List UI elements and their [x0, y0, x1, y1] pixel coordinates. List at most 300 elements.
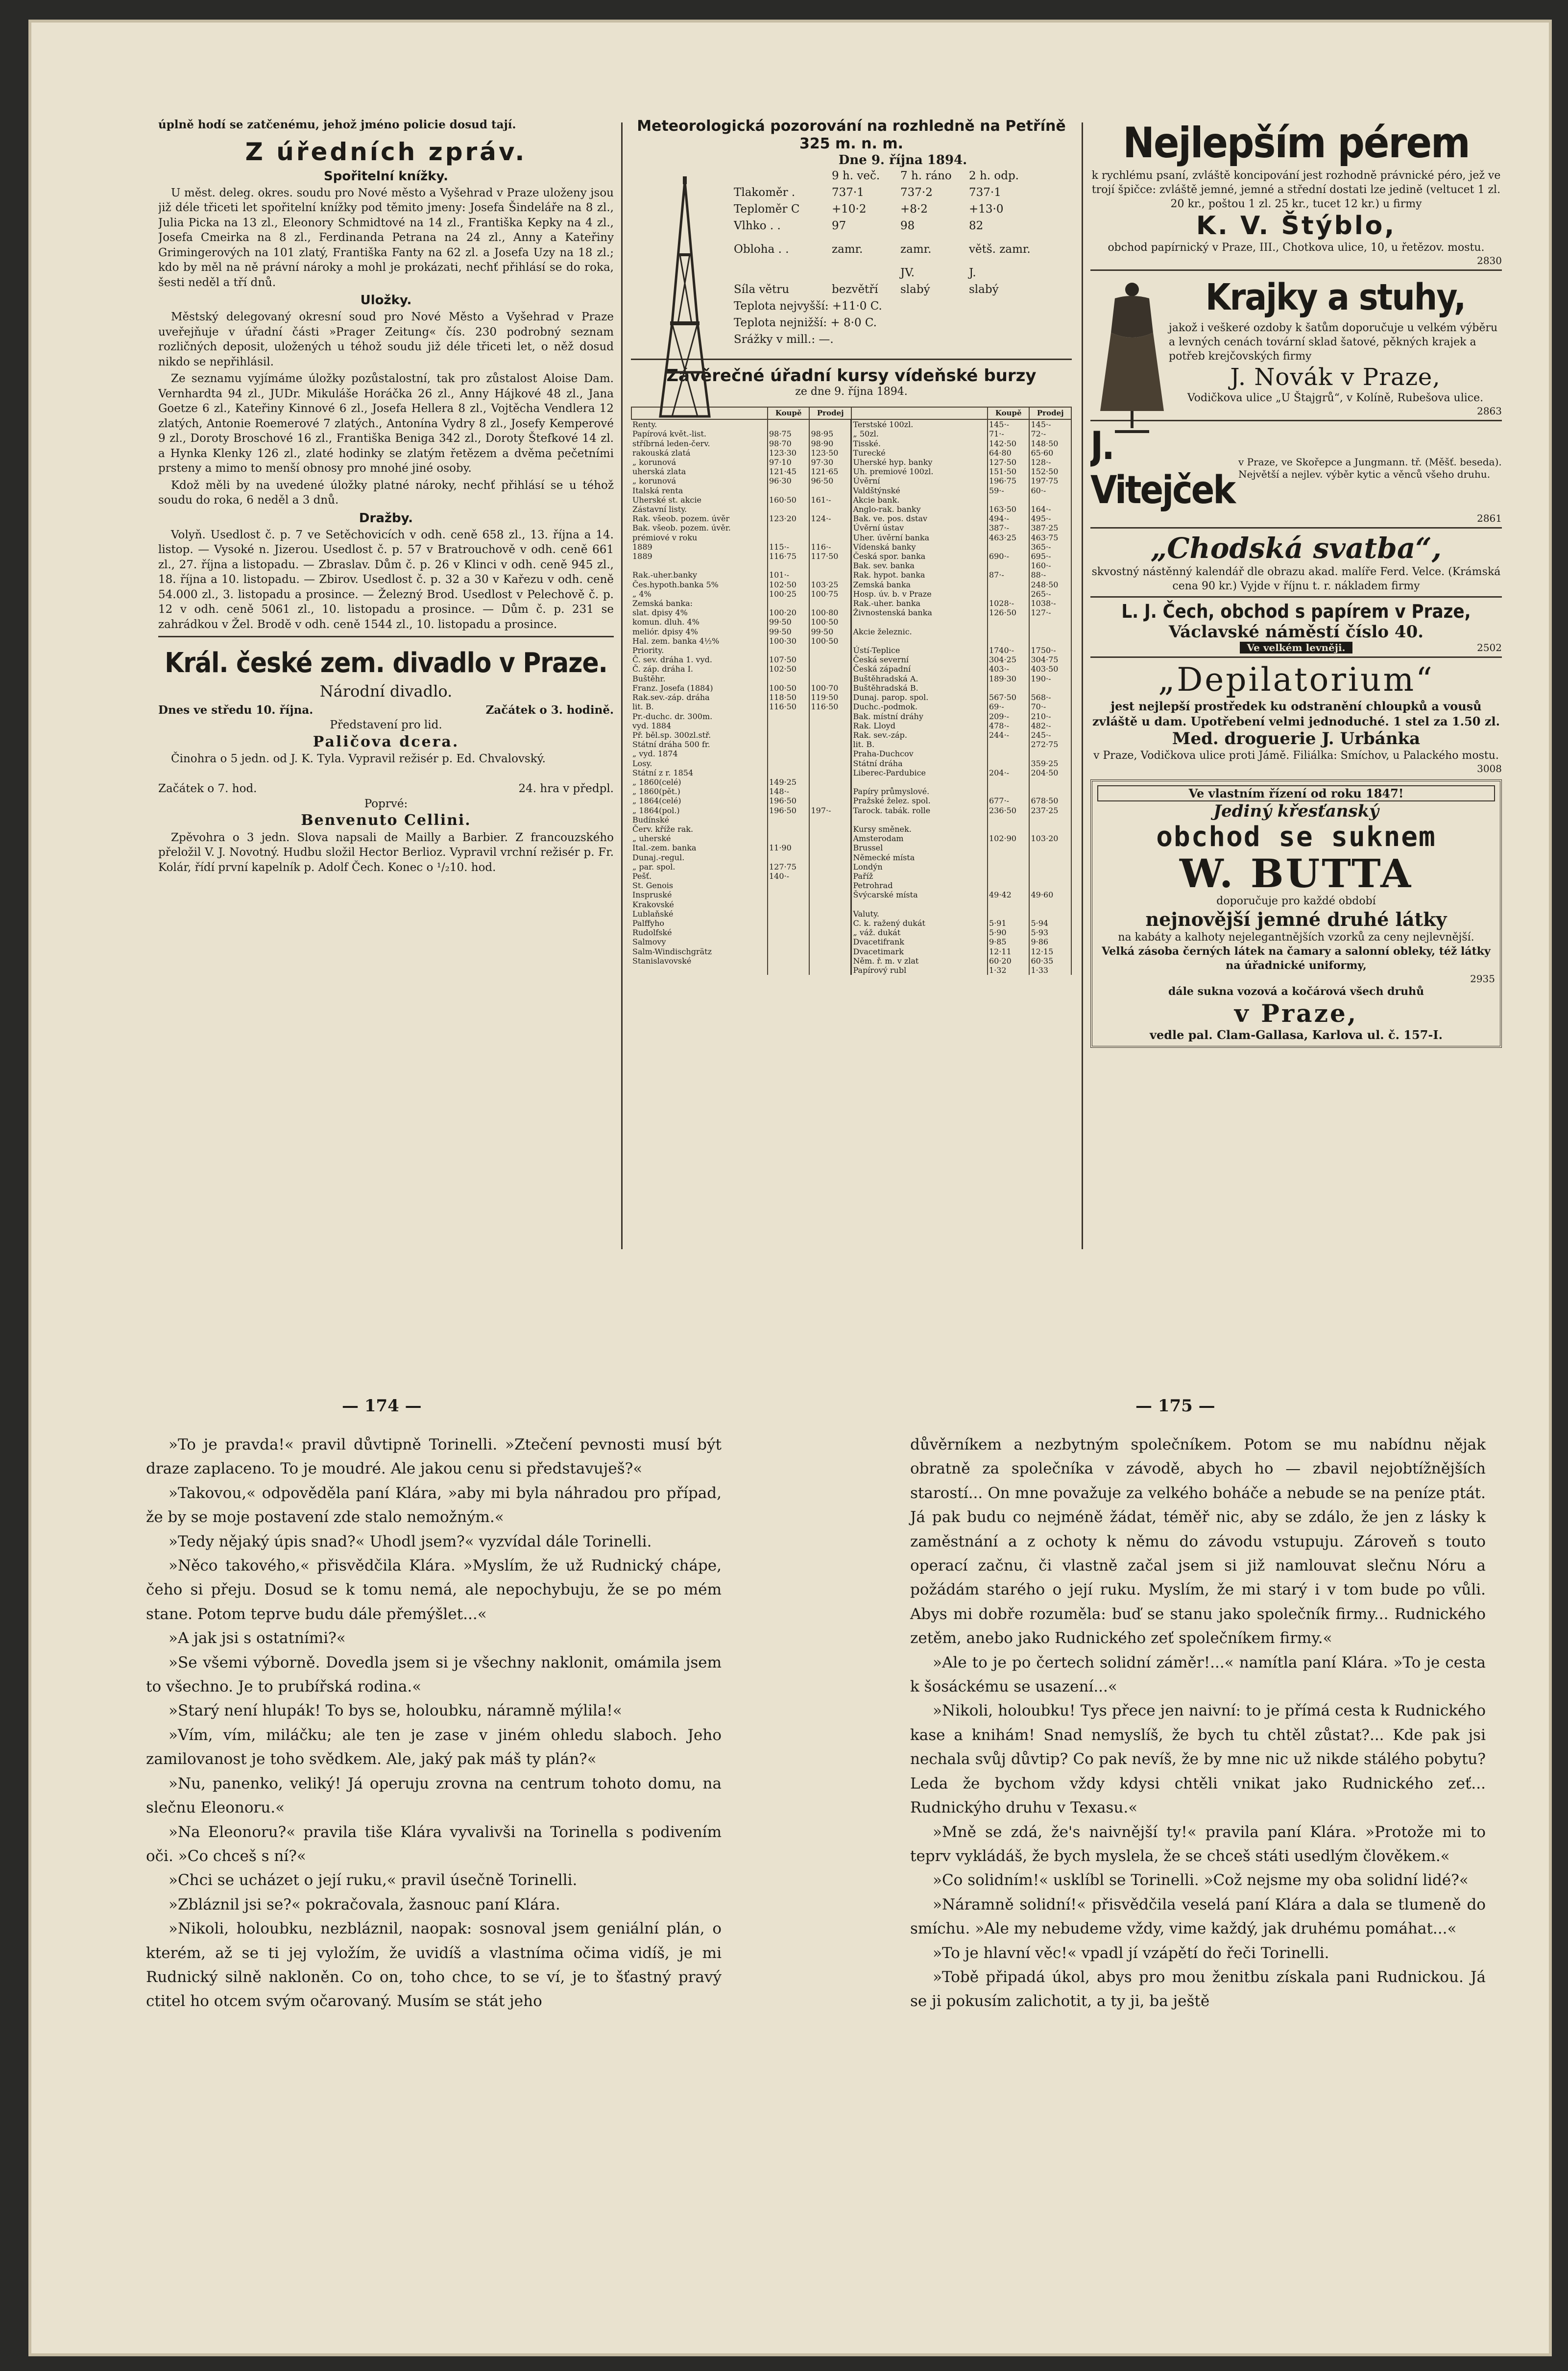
- exchange-cell: 124·-: [809, 514, 851, 523]
- meteo-cell: +13·0: [969, 203, 1004, 216]
- exchange-cell: [809, 815, 851, 824]
- exchange-cell: 244·-: [988, 730, 1030, 740]
- exchange-cell: [1029, 617, 1071, 627]
- ad2-address: Vodičkova ulice „U Štajgrů“, v Kolíně, Rubešova ulice.: [1187, 392, 1484, 404]
- exchange-row: [631, 514, 1071, 523]
- exchange-cell: [768, 768, 810, 777]
- exchange-cell: [809, 523, 851, 532]
- exchange-cell: 272·75: [1029, 740, 1071, 749]
- exchange-cell: 97·10: [768, 458, 810, 467]
- meteo-cell: 737·2: [900, 186, 933, 199]
- meteo-cell: 737·1: [969, 186, 1001, 199]
- exchange-cell: Akcie bank.: [851, 495, 988, 505]
- meteo-cell: zamr.: [832, 243, 863, 256]
- ad1-title: Nejlepším pérem: [1123, 119, 1470, 168]
- middle-market-column: [631, 118, 1072, 1274]
- exchange-row: [631, 664, 1071, 674]
- story-paragraph: »Náramně solidní!« přisvědčila veselá paní Klára a dala se tlumeně do smíchu. »Ale my nebudeme vždy, vime každý, jak druhému pomáhat...«: [910, 1895, 1486, 1938]
- exchange-cell: [809, 796, 851, 805]
- exchange-cell: 204·-: [988, 768, 1030, 777]
- exchange-cell: 209·-: [988, 712, 1030, 721]
- exchange-cell: 100·20: [768, 608, 810, 617]
- meteo-row-label: Vlhko . .: [734, 219, 781, 232]
- ad7-text5: dále sukna vozová a kočárová všech druhů: [1168, 985, 1424, 998]
- exchange-cell: 87·-: [988, 570, 1030, 580]
- exchange-cell: 121·45: [768, 467, 810, 476]
- exchange-cell: 100·50: [768, 683, 810, 693]
- exchange-row: [631, 458, 1071, 467]
- exchange-cell: „ 1864(celé): [631, 796, 768, 805]
- exchange-cell: [1029, 824, 1071, 834]
- exchange-cell: 123·20: [768, 514, 810, 523]
- exchange-row: [631, 815, 1071, 824]
- exchange-row: [631, 806, 1071, 815]
- exchange-cell: 100·25: [768, 589, 810, 599]
- exchange-cell: 100·75: [809, 589, 851, 599]
- ad2-number: 2863: [1477, 405, 1502, 417]
- exchange-cell: Kursy směnek.: [851, 824, 988, 834]
- exchange-cell: Česká západní: [851, 664, 988, 674]
- exchange-row: [631, 570, 1071, 580]
- exchange-cell: Bak. ve. pos. dstav: [851, 514, 988, 523]
- exchange-cell: 119·50: [809, 693, 851, 702]
- dress-form-illustration: [1095, 279, 1169, 435]
- exchange-cell: [768, 419, 810, 429]
- exchange-cell: Zemská banka: [851, 580, 988, 589]
- exchange-cell: [768, 533, 810, 542]
- exchange-cell: 204·50: [1029, 768, 1071, 777]
- exchange-cell: 161·-: [809, 495, 851, 505]
- exchange-cell: „ uherské: [631, 834, 768, 843]
- exchange-cell: [809, 749, 851, 758]
- exchange-cell: 59·-: [988, 486, 1030, 495]
- exchange-date: ze dne 9. října 1894.: [795, 386, 908, 398]
- exchange-cell: [1029, 909, 1071, 919]
- col-header: Koupě: [768, 407, 810, 419]
- exchange-cell: 1·32: [988, 966, 1030, 975]
- exchange-cell: Uher. úvěrní banka: [851, 533, 988, 542]
- exchange-row: [631, 956, 1071, 966]
- exchange-cell: 1750·-: [1029, 646, 1071, 655]
- ad5-number: 2502: [1477, 642, 1502, 653]
- exchange-row: [631, 542, 1071, 552]
- exchange-cell: 100·80: [809, 608, 851, 617]
- ad2-title: Krajky a stuhy,: [1205, 276, 1466, 318]
- exchange-row: [631, 730, 1071, 740]
- story-paragraph: »Starý není hlupák! To bys se, holoubku, náramně mýlila!«: [169, 1702, 622, 1720]
- exchange-row: [631, 740, 1071, 749]
- meteo-row-label: Teploměr C: [734, 203, 800, 216]
- exchange-cell: 60·-: [1029, 486, 1071, 495]
- exchange-cell: 145·-: [988, 419, 1030, 429]
- story-paragraph: »A jak jsi s ostatními?«: [169, 1629, 346, 1647]
- exchange-cell: [809, 768, 851, 777]
- exchange-cell: vyd. 1884: [631, 721, 768, 730]
- exchange-cell: [988, 853, 1030, 862]
- exchange-cell: Losy.: [631, 759, 768, 768]
- story-left-page: [146, 1433, 722, 2014]
- exchange-cell: [809, 900, 851, 909]
- ad1-address: obchod papírnický v Praze, III., Chotkova ulice, 10, u řetězov. mostu.: [1108, 242, 1485, 254]
- exchange-cell: 210·-: [1029, 712, 1071, 721]
- exchange-cell: 1889: [631, 542, 768, 552]
- exchange-cell: 64·80: [988, 448, 1030, 458]
- exchange-cell: [768, 740, 810, 749]
- ad7-number: 2935: [1470, 973, 1495, 985]
- exchange-cell: 148·-: [768, 787, 810, 796]
- exchange-row: [631, 608, 1071, 617]
- exchange-cell: Hosp. úv. b. v Praze: [851, 589, 988, 599]
- exchange-cell: [1029, 627, 1071, 636]
- exchange-cell: 568·-: [1029, 693, 1071, 702]
- exchange-cell: 160·50: [768, 495, 810, 505]
- exchange-cell: [768, 486, 810, 495]
- exchange-cell: 118·50: [768, 693, 810, 702]
- exchange-table: [631, 407, 1072, 975]
- exchange-cell: Rak.-uher.banky: [631, 570, 768, 580]
- right-ads-column: [1090, 118, 1502, 1259]
- exchange-cell: Rak.-uher. banka: [851, 599, 988, 608]
- exchange-cell: [768, 900, 810, 909]
- story-paragraph: »Na Eleonoru?« pravila tiše Klára vyvalivši na Torinella s podivením oči. »Co chceš s ní?«: [146, 1823, 722, 1865]
- exchange-row: [631, 636, 1071, 646]
- exchange-cell: [809, 824, 851, 834]
- exchange-row: [631, 900, 1071, 909]
- exchange-cell: 1889: [631, 552, 768, 561]
- exchange-cell: Bak. sev. banka: [851, 561, 988, 570]
- ad1-number: 2830: [1477, 255, 1502, 266]
- exchange-row: [631, 937, 1071, 946]
- exchange-cell: Italská renta: [631, 486, 768, 495]
- wind-dir-2: J.: [969, 266, 976, 279]
- ad-krajky: [1090, 274, 1502, 417]
- exchange-cell: 387·25: [1029, 523, 1071, 532]
- theatre-heading: Král. české zem. divadlo v Praze.: [165, 647, 607, 679]
- exchange-cell: [768, 749, 810, 758]
- exchange-cell: [851, 617, 988, 627]
- exchange-cell: 127·50: [988, 458, 1030, 467]
- exchange-cell: Př. běl.sp. 300zl.stř.: [631, 730, 768, 740]
- exchange-cell: 99·50: [768, 627, 810, 636]
- exchange-cell: Č. záp. dráha I.: [631, 664, 768, 674]
- exchange-cell: 127·75: [768, 862, 810, 871]
- exchange-cell: 196·50: [768, 796, 810, 805]
- exchange-cell: 5·90: [988, 928, 1030, 937]
- wind-dir-1: JV.: [900, 266, 915, 279]
- exchange-cell: 151·50: [988, 467, 1030, 476]
- poprve-label: Poprvé:: [364, 797, 408, 810]
- meteo-cell: +10·2: [832, 203, 867, 216]
- exchange-cell: Úvěrní: [851, 476, 988, 485]
- exchange-cell: [809, 561, 851, 570]
- exchange-cell: 403·50: [1029, 664, 1071, 674]
- exchange-cell: [1029, 853, 1071, 862]
- exchange-cell: [809, 787, 851, 796]
- exchange-cell: 96·50: [809, 476, 851, 485]
- exchange-cell: 9·85: [988, 937, 1030, 946]
- exchange-row: [631, 909, 1071, 919]
- subheading-drazby: Dražby.: [359, 510, 413, 526]
- exchange-cell: [809, 759, 851, 768]
- exchange-cell: Tisské.: [851, 439, 988, 448]
- exchange-cell: [768, 853, 810, 862]
- exchange-cell: [809, 721, 851, 730]
- exchange-row: [631, 947, 1071, 956]
- exchange-cell: Renty.: [631, 419, 768, 429]
- newspaper-page: [28, 20, 1552, 2356]
- exchange-cell: St. Genois: [631, 881, 768, 890]
- col-header: [851, 407, 988, 419]
- exchange-cell: 677·-: [988, 796, 1030, 805]
- exchange-cell: 99·50: [809, 627, 851, 636]
- exchange-cell: Zemská banka:: [631, 599, 768, 608]
- exchange-cell: Buštěhradská B.: [851, 683, 988, 693]
- exchange-cell: [809, 730, 851, 740]
- exchange-cell: 160·-: [1029, 561, 1071, 570]
- exchange-row: [631, 881, 1071, 890]
- meteo-cell: 98: [900, 219, 915, 232]
- ad7-top: Ve vlastním řízení od roku 1847!: [1097, 785, 1495, 801]
- exchange-cell: 107·50: [768, 655, 810, 664]
- exchange-cell: komun. dluh. 4%: [631, 617, 768, 627]
- exchange-cell: 49·42: [988, 890, 1030, 899]
- ad7-text: doporučuje pro každé období: [1216, 895, 1376, 907]
- wind-value: slabý: [900, 283, 930, 296]
- ad5-badge: Ve velkém levněji.: [1240, 642, 1352, 653]
- exchange-cell: [1029, 871, 1071, 881]
- exchange-cell: 115·-: [768, 542, 810, 552]
- ad-cech-papir: [1090, 601, 1502, 653]
- exchange-cell: Živnostenská banka: [851, 608, 988, 617]
- exchange-cell: [768, 523, 810, 532]
- exchange-cell: 70·-: [1029, 702, 1071, 711]
- meteo-row-label: Tlakoměr .: [734, 186, 796, 199]
- exchange-row: [631, 712, 1071, 721]
- ad7-subtitle: Jediný křesťanský: [1213, 801, 1379, 821]
- exchange-cell: [988, 740, 1030, 749]
- exchange-row: [631, 495, 1071, 505]
- meteo-cell: +8·2: [900, 203, 928, 216]
- exchange-row: [631, 834, 1071, 843]
- exchange-cell: [809, 862, 851, 871]
- exchange-cell: Turecké: [851, 448, 988, 458]
- exchange-cell: [768, 759, 810, 768]
- exchange-row: [631, 486, 1071, 495]
- exchange-row: [631, 523, 1071, 532]
- exchange-cell: [1029, 683, 1071, 693]
- exchange-cell: 140·-: [768, 871, 810, 881]
- time-2: 7 h. ráno: [900, 169, 952, 182]
- exchange-cell: „ 1860(celé): [631, 777, 768, 787]
- exchange-cell: [809, 843, 851, 852]
- exchange-cell: Švýcarské místa: [851, 890, 988, 899]
- ad-butta: [1090, 779, 1502, 1048]
- exchange-cell: [768, 890, 810, 899]
- exchange-cell: [1029, 862, 1071, 871]
- exchange-cell: [768, 712, 810, 721]
- exchange-cell: Zástavní listy.: [631, 505, 768, 514]
- story-paragraph: »Tobě připadá úkol, abys pro mou ženitbu získala pani Rudnickou. Já se ji pokusím zalichotit, a ty ji, ba ještě: [910, 1968, 1486, 2010]
- exchange-cell: [988, 909, 1030, 919]
- exchange-cell: „ vyd. 1874: [631, 749, 768, 758]
- ad5-title: L. J. Čech, obchod s papírem v Praze,: [1121, 601, 1471, 622]
- exchange-row: [631, 580, 1071, 589]
- meteo-cell: větš. zamr.: [969, 243, 1031, 256]
- exchange-cell: [988, 683, 1030, 693]
- exchange-cell: slat. dpisy 4%: [631, 608, 768, 617]
- exchange-cell: [988, 900, 1030, 909]
- exchange-cell: 304·25: [988, 655, 1030, 664]
- exchange-cell: 100·70: [809, 683, 851, 693]
- col-header: Prodej: [809, 407, 851, 419]
- exchange-cell: 71·-: [988, 429, 1030, 438]
- exchange-row: [631, 448, 1071, 458]
- exchange-cell: rakouská zlatá: [631, 448, 768, 458]
- exchange-cell: Uh. premiové 100zl.: [851, 467, 988, 476]
- exchange-cell: [768, 599, 810, 608]
- exchange-cell: [1029, 636, 1071, 646]
- story-paragraph: »Co solidním!« usklíbl se Torinelli. »Což nejsme my oba solidní lidé?«: [933, 1871, 1469, 1889]
- exchange-row: [631, 928, 1071, 937]
- exchange-cell: 197·-: [809, 806, 851, 815]
- exchange-cell: Akcie železnic.: [851, 627, 988, 636]
- wind-value: slabý: [969, 283, 999, 296]
- exchange-cell: [988, 580, 1030, 589]
- exchange-cell: 387·-: [988, 523, 1030, 532]
- exchange-row: [631, 533, 1071, 542]
- story-paragraph: »Takovou,« odpověděla paní Klára, »aby mi byla náhradou pro případ, že by se moje postavení zde stalo nemožným.«: [146, 1484, 722, 1526]
- exchange-cell: [768, 956, 810, 966]
- exchange-cell: Státní dráha: [851, 759, 988, 768]
- exchange-row: [631, 439, 1071, 448]
- exchange-cell: Červ. kříže rak.: [631, 824, 768, 834]
- ad-nejlepsim-perem: [1090, 118, 1502, 266]
- exchange-cell: [768, 815, 810, 824]
- story-right-page: [910, 1433, 1486, 2014]
- exchange-cell: [988, 843, 1030, 852]
- rainfall: Srážky v mill.: —.: [734, 333, 834, 346]
- exchange-cell: Státní dráha 500 fr.: [631, 740, 768, 749]
- exchange-cell: [809, 947, 851, 956]
- exchange-cell: „ korunová: [631, 476, 768, 485]
- exchange-cell: 304·75: [1029, 655, 1071, 664]
- exchange-cell: 1740·-: [988, 646, 1030, 655]
- exchange-cell: 265·-: [1029, 589, 1071, 599]
- sporitelni-text: U měst. deleg. okres. soudu pro Nové město a Vyšehrad v Praze uloženy jsou již déle třiceti let spořitelní knížky pod těmito jmeny: Josefa Šindeláře na 8 zl., Julia Picka na 13 zl., Eleonory Schmidtové na 14 zl., Františka Kepky na 4 zl., Josefa Cmeirka na 8 zl., Ferdinanda Petrana na 24 zl., Anny a Kateřiny Grimingerových na 101 zlatý, Františka Fanty na 62 zl. a Josefa Uzy na 18 zl.; kdo by měl na ně právní nároky a mohl je prokázati, nechť přihlásí se do roka, šesti neděl a tří dnů.: [158, 186, 614, 289]
- ad7-city: v Praze,: [1234, 999, 1358, 1028]
- exchange-cell: 96·30: [768, 476, 810, 485]
- exchange-cell: 60·35: [1029, 956, 1071, 966]
- ad2-text: jakož i veškeré ozdoby k šatům doporučuje u velkém výběru a levných cenách tovární sklad šatové, pěkných krajek a potřeb krejčovských firmy: [1169, 322, 1498, 363]
- exchange-cell: [809, 674, 851, 683]
- ulozky-claim: Kdož měli by na uvedené úložky platné nároky, nechť přihlásí se u téhož soudu do roka, 6 neděl a 3 dnů.: [158, 479, 614, 507]
- exchange-cell: 100·30: [768, 636, 810, 646]
- exchange-row: [631, 646, 1071, 655]
- exchange-cell: 60·20: [988, 956, 1030, 966]
- exchange-cell: Londýn: [851, 862, 988, 871]
- ad5-subtitle: Václavské náměstí číslo 40.: [1168, 622, 1424, 642]
- exchange-cell: Budínské: [631, 815, 768, 824]
- exchange-cell: 102·50: [768, 580, 810, 589]
- exchange-cell: 11·90: [768, 843, 810, 852]
- exchange-cell: Tarock. tabák. rolle: [851, 806, 988, 815]
- ad-vitejcek: [1090, 424, 1502, 512]
- exchange-cell: 237·25: [1029, 806, 1071, 815]
- exchange-row: [631, 702, 1071, 711]
- intro-text: úplně hodí se zatčenému, jehož jméno policie dosud tají.: [158, 118, 516, 131]
- play1-title: Paličova dcera.: [313, 733, 459, 750]
- exchange-row: [631, 599, 1071, 608]
- exchange-cell: Petrohrad: [851, 881, 988, 890]
- ad4-title: „Chodská svatba“,: [1151, 532, 1442, 565]
- exchange-cell: Papíry průmyslové.: [851, 787, 988, 796]
- exchange-cell: „ váž. dukát: [851, 928, 988, 937]
- exchange-cell: [809, 956, 851, 966]
- exchange-cell: 495·-: [1029, 514, 1071, 523]
- exchange-cell: [809, 505, 851, 514]
- exchange-cell: 128·-: [1029, 458, 1071, 467]
- exchange-row: [631, 674, 1071, 683]
- theatre-start-2: Začátek o 7. hod.: [158, 782, 257, 795]
- exchange-cell: [768, 561, 810, 570]
- exchange-cell: [809, 570, 851, 580]
- play1-desc: Činohra o 5 jedn. od J. K. Tyla. Vypravil režisér p. Ed. Chvalovský.: [171, 752, 546, 765]
- exchange-cell: 9·86: [1029, 937, 1071, 946]
- meteo-cell: 97: [832, 219, 846, 232]
- exchange-row: [631, 890, 1071, 899]
- theatre-evening-row: [158, 781, 614, 797]
- exchange-cell: 1038·-: [1029, 599, 1071, 608]
- exchange-cell: 494·-: [988, 514, 1030, 523]
- exchange-cell: Paříž: [851, 871, 988, 881]
- exchange-cell: 49·60: [1029, 890, 1071, 899]
- exchange-cell: 98·90: [809, 439, 851, 448]
- exchange-cell: 5·93: [1029, 928, 1071, 937]
- exchange-cell: [809, 419, 851, 429]
- exchange-cell: 126·50: [988, 608, 1030, 617]
- exchange-cell: 12·15: [1029, 947, 1071, 956]
- exchange-cell: Valdštýnské: [851, 486, 988, 495]
- exchange-cell: Salm-Windischgrätz: [631, 947, 768, 956]
- exchange-cell: 98·70: [768, 439, 810, 448]
- exchange-cell: 102·90: [988, 834, 1030, 843]
- story-paragraph: »Něco takového,« přisvědčila Klára. »Myslím, že už Rudnický chápe, čeho si přeju. Dosud se k tomu nemá, ale nepochybuju, že se po mém stane. Potom teprve budu dále přemýšlet...«: [146, 1557, 722, 1623]
- exchange-cell: Papírová květ.-list.: [631, 429, 768, 438]
- ad-depilatorium: [1090, 661, 1502, 774]
- exchange-cell: 1·33: [1029, 966, 1071, 975]
- exchange-cell: Rak.sev.-záp. dráha: [631, 693, 768, 702]
- exchange-cell: Salmovy: [631, 937, 768, 946]
- exchange-cell: „ par. spol.: [631, 862, 768, 871]
- exchange-row: [631, 467, 1071, 476]
- exchange-cell: [1029, 787, 1071, 796]
- exchange-cell: „ 4%: [631, 589, 768, 599]
- story-paragraph: »Nikoli, holoubku! Tys přece jen naivní: to je přímá cesta k Rudnického kase a knihám! Snad nemyslíš, že bych tu chtěl zůstat?... Kde pak jsi nechala svůj důvtip? Co pak nevíš, že by mne nic už nikde stálého pobytu? Leda že bychom vždy kdysi chtěli vnikat jako Rudnického zeť... Rudnickýho druhu v Texasu.«: [910, 1702, 1486, 1817]
- exchange-cell: Pr.-duchc. dr. 300m.: [631, 712, 768, 721]
- exchange-cell: Lublaňské: [631, 909, 768, 919]
- theatre-start-1: Začátek o 3. hodině.: [485, 703, 614, 717]
- exchange-cell: [768, 721, 810, 730]
- exchange-cell: 678·50: [1029, 796, 1071, 805]
- exchange-cell: Česká spor. banka: [851, 552, 988, 561]
- exchange-cell: 127·-: [1029, 608, 1071, 617]
- exchange-cell: 102·50: [768, 664, 810, 674]
- story-paragraph: »Mně se zdá, že's naivnější ty!« pravila paní Klára. »Protože mi to teprv vykládáš, že bych myslela, že se chceš státi usedlým člověkem.«: [910, 1823, 1486, 1865]
- exchange-cell: Praha-Duchcov: [851, 749, 988, 758]
- exchange-row: [631, 853, 1071, 862]
- exchange-cell: 97·30: [809, 458, 851, 467]
- exchange-cell: 116·-: [809, 542, 851, 552]
